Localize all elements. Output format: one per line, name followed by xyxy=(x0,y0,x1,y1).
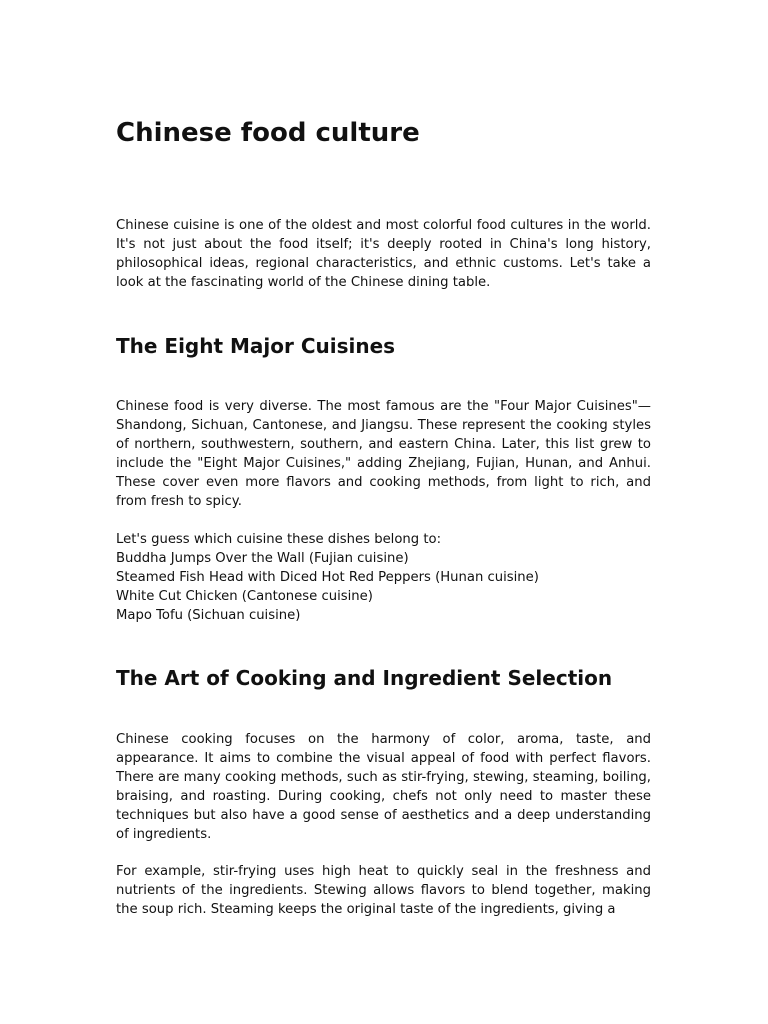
intro-paragraph: Chinese cuisine is one of the oldest and most colorful food cultures in the world. It's not just about the food itself; it's deeply rooted in China's long history, philosophical ideas, regional characteristics, and ethnic customs. Let's take a look at the fascinating world of the Chinese dining table. xyxy=(116,218,651,291)
list-item: White Cut Chicken (Cantonese cuisine) xyxy=(116,589,373,605)
eight-cuisines-paragraph: Chinese food is very diverse. The most famous are the "Four Major Cuisines"—Shandong, Sichuan, Cantonese, and Jiangsu. These represent the cooking styles of northern, southwestern, southern, and eastern China. Later, this list grew to include the "Eight Major Cuisines," adding Zhejiang, Fujian, Hunan, and Anhui. These cover even more flavors and cooking methods, from light to rich, and from fresh to spicy. xyxy=(116,399,651,510)
list-item: Buddha Jumps Over the Wall (Fujian cuisine) xyxy=(116,551,409,567)
section-heading-cooking-art: The Art of Cooking and Ingredient Selection xyxy=(116,666,613,690)
cooking-art-paragraph-2: For example, stir-frying uses high heat to quickly seal in the freshness and nutrients of the ingredients. Stewing allows flavors to blend together, making the soup rich. Steaming keeps the original taste of the ingredients, giving a xyxy=(116,864,651,918)
page-title: Chinese food culture xyxy=(116,118,420,148)
cooking-art-paragraph-1: Chinese cooking focuses on the harmony of color, aroma, taste, and appearance. It aims to combine the visual appeal of food with perfect flavors. There are many cooking methods, such as stir-frying, stewing, steaming, boiling, braising, and roasting. During cooking, chefs not only need to master these techniques but also have a good sense of aesthetics and a deep understanding of ingredients. xyxy=(116,732,651,843)
list-item: Mapo Tofu (Sichuan cuisine) xyxy=(116,608,301,624)
dish-guess-list xyxy=(116,530,651,625)
section-heading-eight-cuisines: The Eight Major Cuisines xyxy=(116,334,396,358)
list-item: Steamed Fish Head with Diced Hot Red Peppers (Hunan cuisine) xyxy=(116,570,539,586)
guess-intro-line: Let's guess which cuisine these dishes belong to: xyxy=(116,532,442,547)
